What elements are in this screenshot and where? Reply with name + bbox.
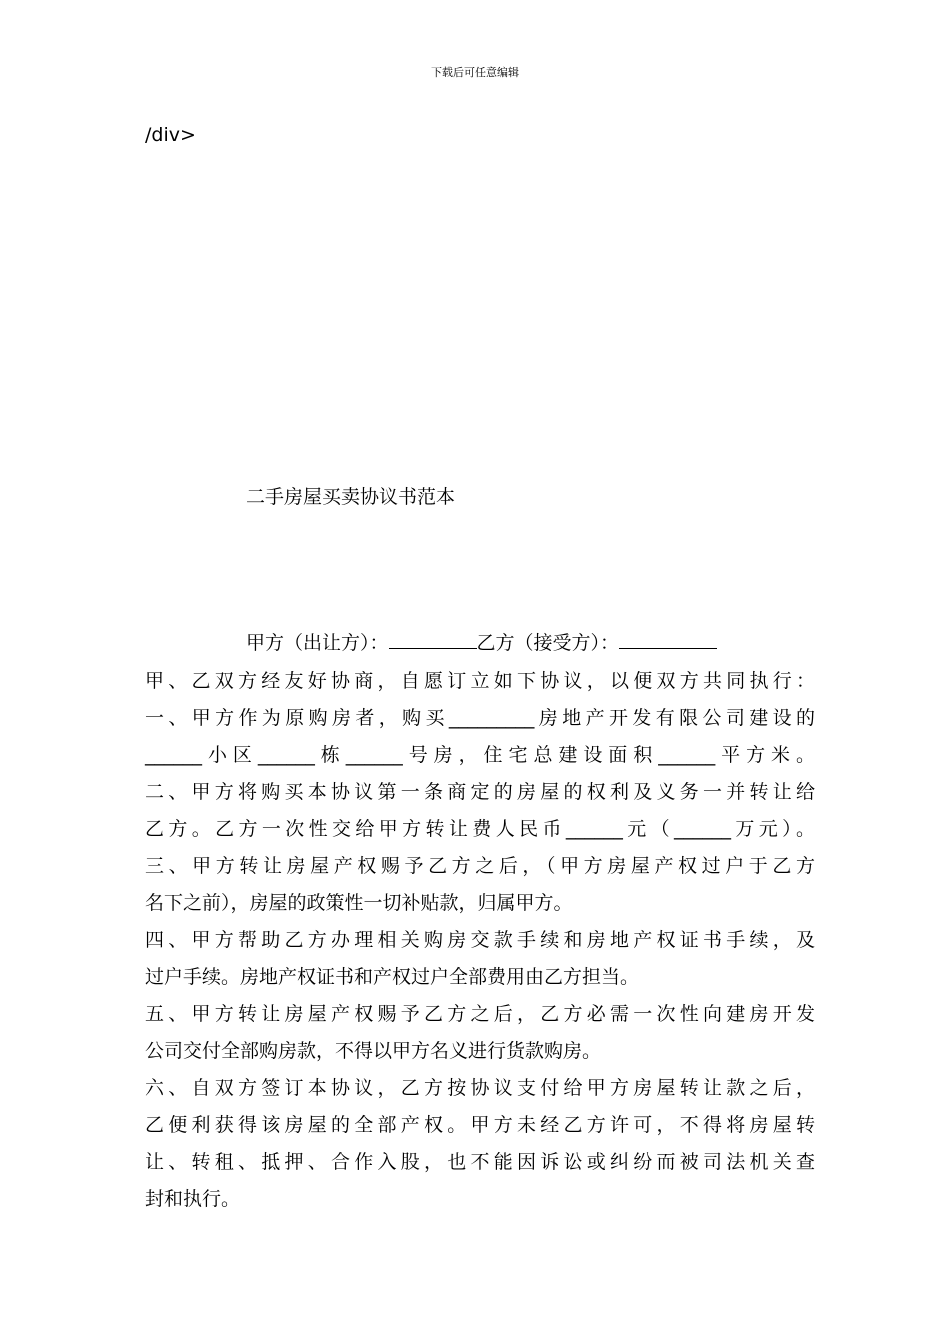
agreement-line: 过户手续。房地产权证书和产权过户全部费用由乙方担当。 [145, 966, 640, 988]
party-b-label: 乙方（接受方）： [476, 632, 620, 654]
agreement-line: 四、甲方帮助乙方办理相关购房交款手续和房地产权证书手续，及 [145, 929, 815, 951]
agreement-line: 封和执行。 [145, 1188, 241, 1210]
agreement-line: 五、甲方转让房屋产权赐予乙方之后，乙方必需一次性向建房开发 [145, 1003, 815, 1025]
party-a-blank [389, 626, 477, 649]
party-a-label: 甲方（出让方）： [246, 632, 389, 654]
page-header: 下载后可任意编辑 [431, 66, 519, 79]
agreement-line: 三、甲方转让房屋产权赐予乙方之后，（甲方房屋产权过户于乙方 [145, 855, 815, 877]
document-title: 二手房屋买卖协议书范本 [246, 486, 456, 508]
agreement-line: 公司交付全部购房款，不得以甲方名义进行货款购房。 [145, 1040, 602, 1062]
parties-line [246, 626, 826, 658]
party-b-blank [619, 626, 717, 649]
agreement-body [145, 663, 815, 1218]
stray-markup-text: /div> [145, 124, 196, 146]
agreement-line: 乙便利获得该房屋的全部产权。甲方未经乙方许可，不得将房屋转 [145, 1114, 815, 1136]
agreement-line: 乙方。乙方一次性交给甲方转让费人民币______元（______万元）。 [145, 818, 815, 840]
agreement-line: 六、自双方签订本协议，乙方按协议支付给甲方房屋转让款之后， [145, 1077, 815, 1099]
agreement-line: 让、转租、抵押、合作入股，也不能因诉讼或纠纷而被司法机关查 [145, 1151, 815, 1173]
agreement-line: ______小区______栋______号房，住宅总建设面积______平方米。 [145, 744, 815, 766]
agreement-line: 一、甲方作为原购房者，购买_________房地产开发有限公司建设的 [145, 707, 815, 729]
agreement-line: 二、甲方将购买本协议第一条商定的房屋的权利及义务一并转让给 [145, 781, 815, 803]
agreement-line: 甲、乙双方经友好协商，自愿订立如下协议，以便双方共同执行： [145, 670, 815, 692]
agreement-line: 名下之前），房屋的政策性一切补贴款，归属甲方。 [145, 892, 573, 914]
